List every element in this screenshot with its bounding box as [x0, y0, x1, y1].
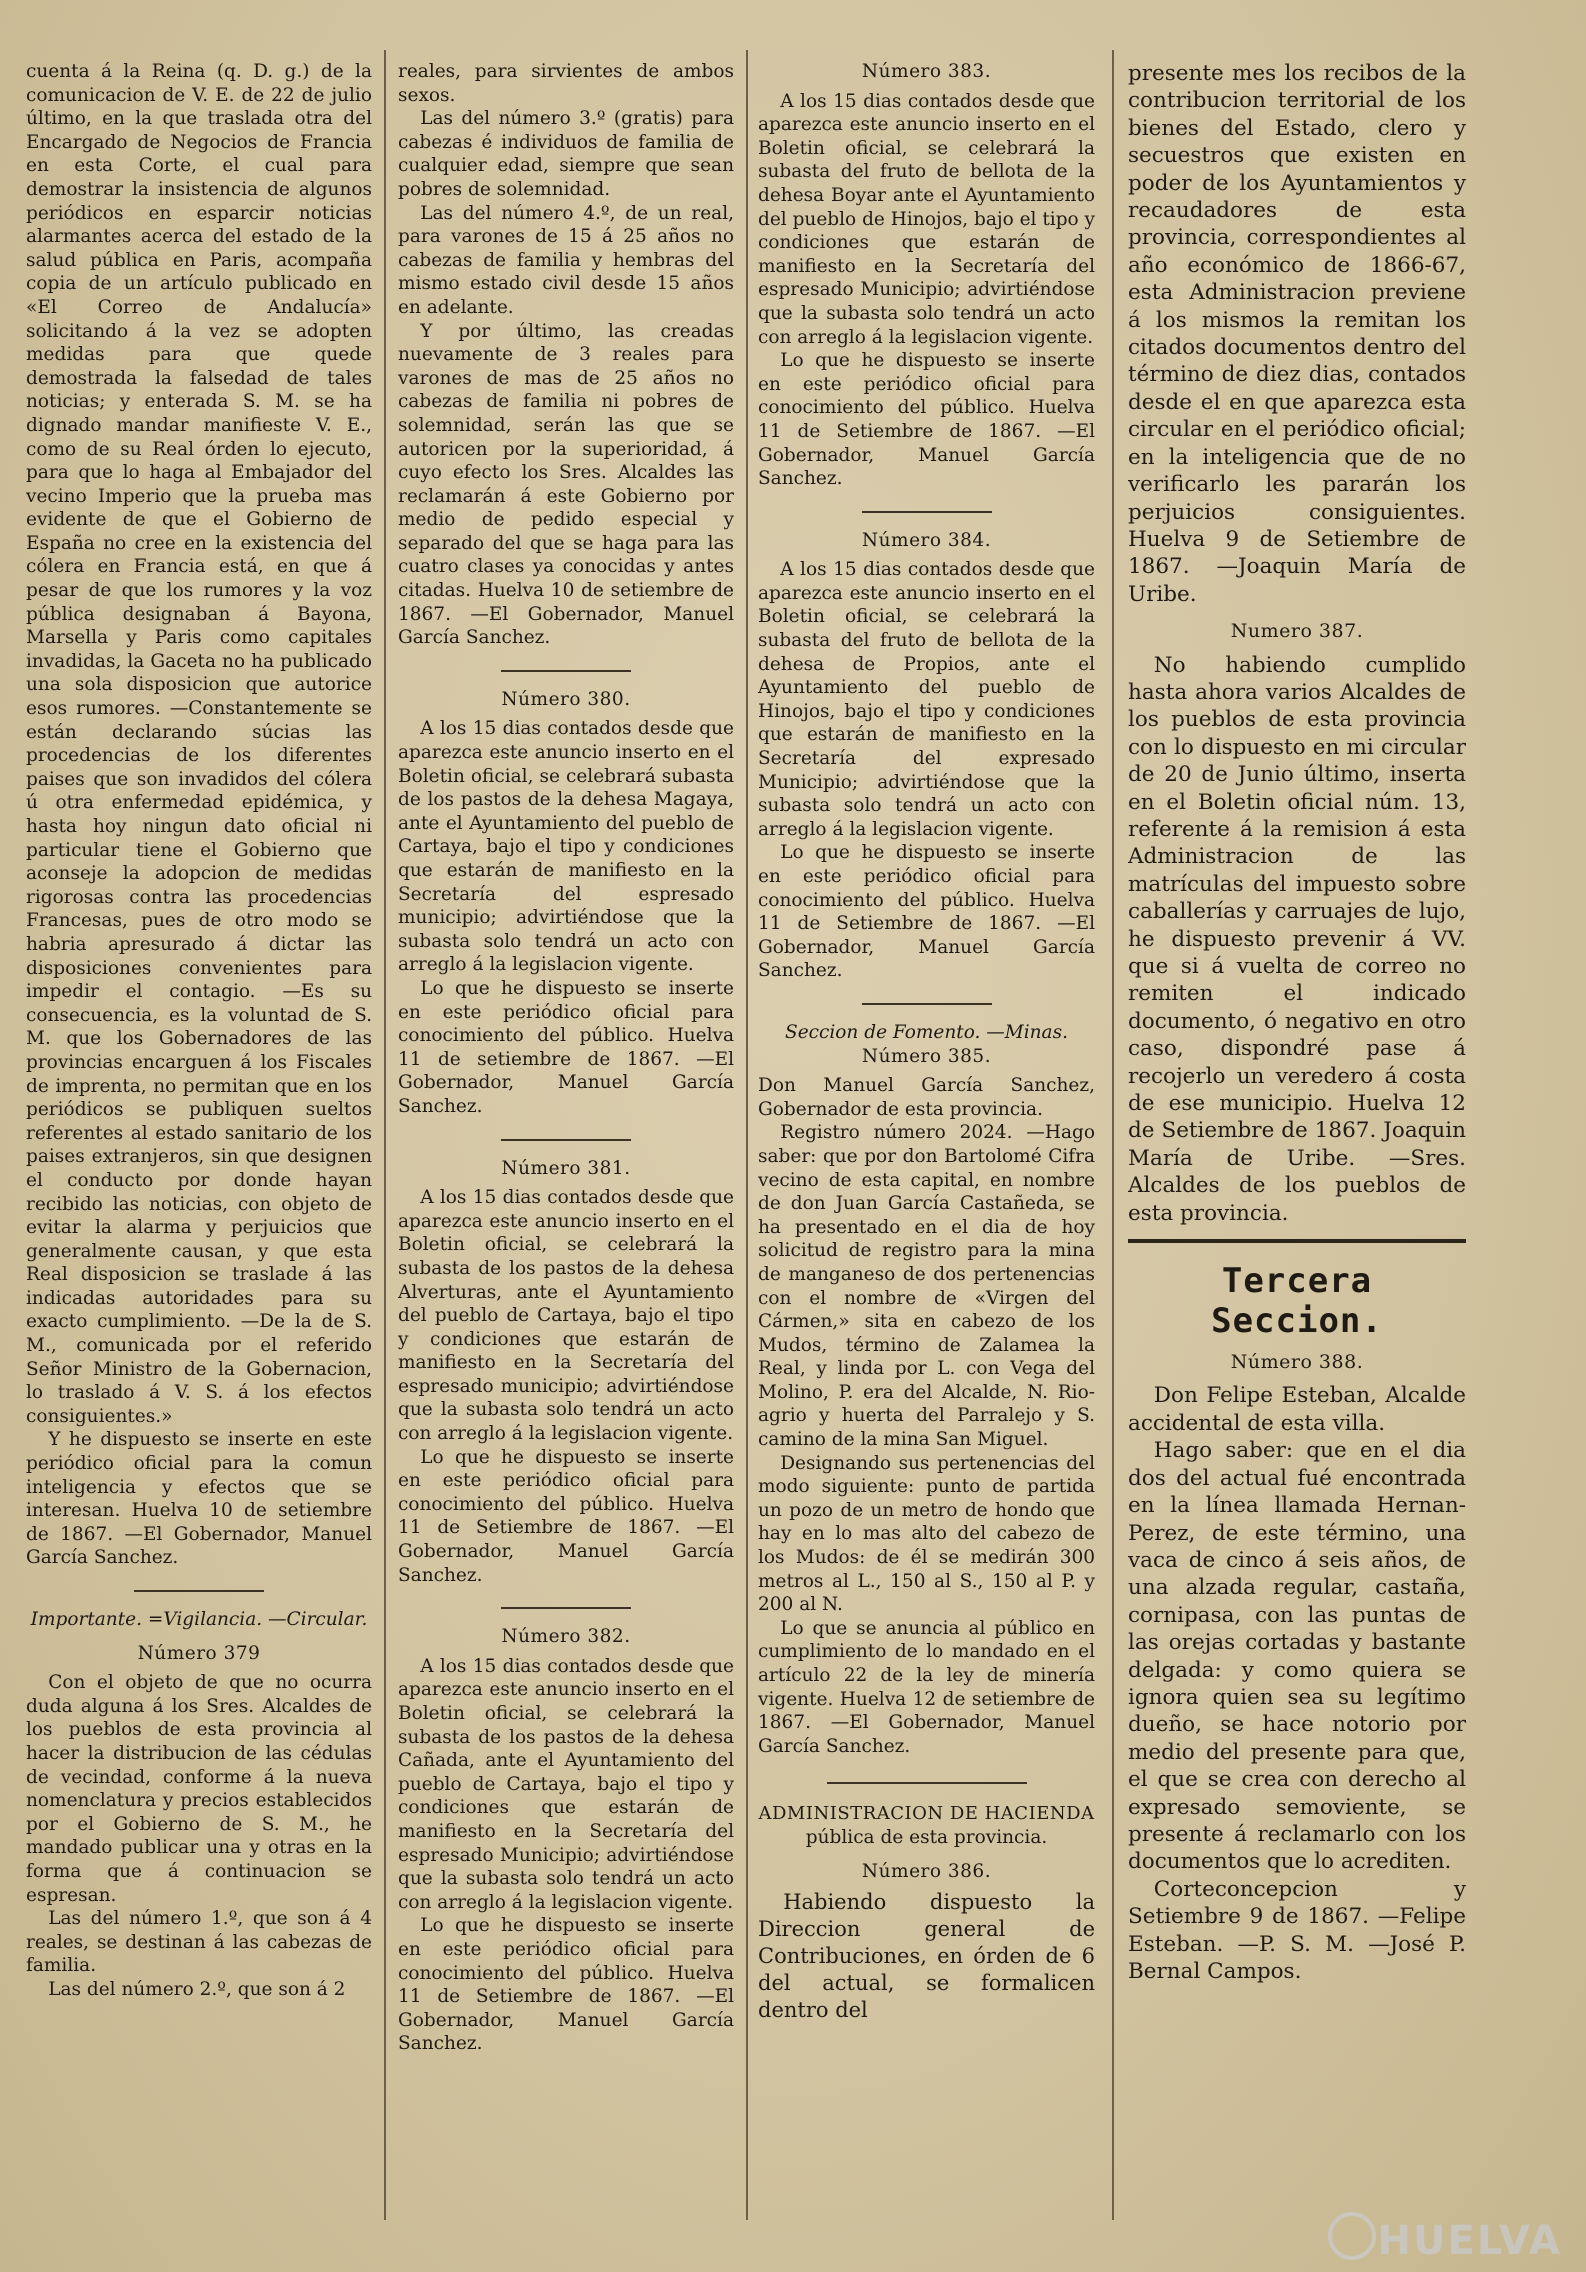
paragraph: Registro número 2024. —Hago saber: que por don Bartolomé Cifra vecino de esta capital, en nombre de don Juan García Castañeda, se ha presentado en el dia de hoy solicitud de registro para la mina de manganeso de dos pertenencias con el nombre de «Virgen del Cármen,» sita en cabezo de los Mudos, término de Zalamea la Real, y linda por L. con Vega del Molino, P. era del Alcalde, N. Rio-agrio y huerta del Parralejo y S. camino de la mina San Miguel. [758, 1122, 1095, 1451]
paragraph: Lo que he dispuesto se inserte en este periódico oficial para conocimiento del público. Huelva 11 de setiembre de 1867. —El Gobernador, Manuel García Sanchez. [398, 977, 734, 1117]
paragraph: Don Manuel García Sanchez, Gobernador de esta provincia. [758, 1075, 1095, 1120]
watermark-logo-icon [1328, 2212, 1376, 2260]
paragraph: A los 15 dias contados desde que aparezca este anuncio inserto en el Boletin oficial, se celebrará la subasta de los pastos de la dehesa Cañada, ante el Ayuntamiento del pueblo de Cartaya, bajo el tipo y condiciones que estarán de manifiesto en la Secretaría del espresado Municipio; advirtiéndose que la subasta solo tendrá un acto con arreglo á la legislacion vigente. [398, 1655, 734, 1913]
notice-number: Numero 387. [1230, 620, 1364, 643]
paragraph: reales, para sirvientes de ambos sexos. [398, 61, 734, 106]
paragraph: Corteconcepcion y Setiembre 9 de 1867. —Felipe Esteban. —P. S. M. —José P. Bernal Campos. [1128, 1876, 1466, 1984]
paragraph: Hago saber: que en el dia dos del actual fué encontrada en la línea llamada Hernan-Perez, de este término, una vaca de cinco á seis años, de una alzada regular, castaña, cornipasa, con las puntas de las orejas cortadas y bastante delgada: y como quiera se ignora quien sea su legítimo dueño, se hace notorio por medio del presente para que, el que se crea con derecho al expresado semoviente, se presente á reclamarlo con los documentos que lo acrediten. [1128, 1438, 1466, 1875]
notice-number: Número 382. [501, 1626, 631, 1648]
separator [862, 511, 992, 513]
separator [501, 670, 631, 672]
paragraph: A los 15 dias contados desde que aparezca este anuncio inserto en el Boletin oficial, se celebrará la subasta del fruto de bellota de la dehesa Boyar ante el Ayuntamiento del pueblo de Hinojos, bajo el tipo y condiciones que estarán de manifiesto en la Secretaría del espresado Municipio; advirtiéndose que la subasta solo tendrá un acto con arreglo á la legislacion vigente. [758, 90, 1095, 348]
paragraph: Las del número 1.º, que son á 4 reales, se destinan á las cabezas de familia. [26, 1908, 372, 1977]
paragraph: Con el objeto de que no ocurra duda alguna á los Sres. Alcaldes de los pueblos de esta provincia al hacer la distribucion de las cédulas de vecindad, conforme á la nueva nomenclatura y precios establecidos por el Gobierno de S. M., he mandado publicar una y otras en la forma que á continuacion se espresan. [26, 1672, 372, 1906]
section-subheading: pública de esta provincia. [805, 1826, 1048, 1848]
paragraph: cuenta á la Reina (q. D. g.) de la comunicacion de V. E. de 22 de julio último, en la que traslada otra del Encargado de Negocios de Francia en esta Corte, el cual para demostrar la insistencia de algunos periódicos en esparcir noticias alarmantes acerca del estado de la salud pública en Paris, acompaña copia de un artículo publicado en «El Correo de Andalucía» solicitando á la vez se adopten medidas para que quede demostrada la falsedad de tales noticias; y enterada S. M. se ha dignado mandar manifieste V. E., como de su Real órden lo ejecuto, para que lo haga al Embajador del vecino Imperio que la prueba mas evidente de que el Gobierno de España no cree en la existencia del cólera en Francia está, en que á pesar de que los rumores y la voz pública designaban á Bayona, Marsella y Paris como capitales invadidas, la Gaceta no ha publicado una sola disposicion que autorice esos rumores. —Constantemente se están declarando súcias las procedencias de los diferentes paises que son invadidos del cólera ú otra enfermedad epidémica, y hasta hoy ningun dato oficial ni particular tiene el Gobierno que aconseje la adopcion de medidas rigorosas contra las procedencias Francesas, pues de otro modo se habria apresurado á dictar las disposiciones convenientes para impedir el contagio. —Es su consecuencia, es la voluntad de S. M. que los Gobernadores de las provincias encarguen á los Fiscales de imprenta, no permitan que en los periódicos se publiquen sueltos referentes al estado sanitario de los paises extranjeros, sin que designen el conducto por donde hayan recibido las noticias, con objeto de evitar la alarma y perjuicios que generalmente causan, y que esta Real disposicion se traslade á las indicadas autoridades para su exacto cumplimiento. —De la de S. M., comunicada por el referido Señor Ministro de la Gobernacion, lo traslado á V. S. á los efectos consiguientes.» [26, 61, 372, 1427]
notice-number: Número 385. [861, 1045, 992, 1067]
notice-number: Número 384. [861, 529, 992, 551]
paragraph: A los 15 dias contados desde que aparezca este anuncio inserto en el Boletin oficial, se celebrará subasta de los pastos de la dehesa Magaya, ante el Ayuntamiento del pueblo de Cartaya, bajo el tipo y condiciones que estarán de manifiesto en la Secretaría del espresado municipio; advirtiéndose que la subasta solo tendrá un acto con arreglo á la legislacion vigente. [398, 718, 734, 976]
notice-number: Número 381. [501, 1157, 631, 1179]
column-1 [26, 60, 372, 2240]
separator [134, 1590, 264, 1592]
paragraph: presente mes los recibos de la contribucion territorial de los bienes del Estado, clero y secuestros que existen en poder de los Ayuntamientos y recaudadores de esta provincia, correspondientes al año económico de 1866-67, esta Administracion previene á los mismos la remitan los citados documentos dentro del término de diez dias, contados desde el en que aparezca esta circular en el periódico oficial; en la inteligencia que de no verificarlo les pararán los perjuicios consiguientes. Huelva 9 de Setiembre de 1867. —Joaquin María de Uribe. [1128, 61, 1466, 607]
separator [827, 1782, 1027, 1784]
paragraph: Lo que he dispuesto se inserte en este periódico oficial para conocimiento del público. Huelva 11 de Setiembre de 1867. —El Gobernador, Manuel García Sanchez. [398, 1446, 734, 1586]
notice-number: Número 380. [501, 688, 631, 710]
paragraph: Designando sus pertenencias del modo siguiente: punto de partida un pozo de un metro de hondo que hay en lo mas alto del cabezo de los Mudos: de él se medirán 300 metros al L., 150 al S., 150 al P. y 200 al N. [758, 1452, 1095, 1616]
notice-number: Número 379 [137, 1642, 261, 1664]
separator [862, 1003, 992, 1005]
section-title: Tercera Seccion. [1211, 1261, 1383, 1342]
column-3 [758, 60, 1095, 2240]
notice-number: Número 388. [1230, 1351, 1364, 1374]
section-heading: Seccion de Fomento. —Minas. [785, 1021, 1068, 1043]
paragraph: Las del número 2.º, que son á 2 [48, 1978, 346, 2000]
paragraph: Las del número 3.º (gratis) para cabezas é individuos de familia de cualquier edad, siempre que sean pobres de solemnidad. [398, 108, 734, 200]
paragraph: Don Felipe Esteban, Alcalde accidental de esta villa. [1128, 1383, 1466, 1436]
separator [501, 1139, 631, 1141]
separator [501, 1607, 631, 1609]
column-2 [398, 60, 734, 2240]
section-heading: ADMINISTRACION DE HACIENDA [758, 1803, 1095, 1825]
paragraph: A los 15 dias contados desde que aparezca este anuncio inserto en el Boletin oficial, se celebrará la subasta del fruto de bellota de la dehesa de Propios, ante el Ayuntamiento del pueblo de Hinojos, bajo el tipo y condiciones que estarán de manifiesto en la Secretaría del expresado Municipio; advirtiéndose que la subasta solo tendrá un acto con arreglo á la legislacion vigente. [758, 559, 1095, 840]
column-rule [746, 50, 748, 2220]
column-rule [384, 50, 386, 2220]
section-heading: Importante. =Vigilancia. —Circular. [30, 1609, 368, 1630]
column-rule [1112, 50, 1114, 2220]
paragraph: A los 15 dias contados desde que aparezca este anuncio inserto en el Boletin oficial, se celebrará la subasta de los pastos de la dehesa Alverturas, ante el Ayuntamiento del pueblo de Cartaya, bajo el tipo y condiciones que estarán de manifiesto en la Secretaría del espresado municipio; advirtiéndose que la subasta solo tendrá un acto con arreglo á la legislacion vigente. [398, 1187, 734, 1445]
notice-number: Número 383. [861, 61, 992, 82]
paragraph: Lo que he dispuesto se inserte en este periódico oficial para conocimiento del público. Huelva 11 de Setiembre de 1867. —El Gobernador, Manuel García Sanchez. [758, 350, 1095, 490]
notice-number: Número 386. [861, 1860, 992, 1882]
paragraph: Y por último, las creadas nuevamente de 3 reales para varones de mas de 25 años no cabezas de familia ni pobres de solemnidad, serán las que se autoricen por la superioridad, á cuyo efecto los Sres. Alcaldes las reclamarán á este Gobierno por medio de pedido especial y separado del que se haga para las cuatro clases ya conocidas y antes citadas. Huelva 10 de setiembre de 1867. —El Gobernador, Manuel García Sanchez. [398, 320, 734, 649]
paragraph: Y he dispuesto se inserte en este periódico oficial para la comun inteligencia y efectos que se interesan. Huelva 10 de setiembre de 1867. —El Gobernador, Manuel García Sanchez. [26, 1429, 372, 1569]
column-4 [1128, 60, 1466, 2240]
paragraph: Lo que he dispuesto se inserte en este periódico oficial para conocimiento del público. Huelva 11 de Setiembre de 1867. —El Gobernador, Manuel García Sanchez. [398, 1915, 734, 2055]
paragraph: Las del número 4.º, de un real, para varones de 15 á 25 años no cabezas de familia y hembras del mismo estado civil desde 15 años en adelante. [398, 202, 734, 318]
watermark: HUELVA [1377, 2218, 1562, 2264]
paragraph: Lo que se anuncia al público en cumplimiento de lo mandado en el artículo 22 de la ley de minería vigente. Huelva 12 de setiembre de 1867. —El Gobernador, Manuel García Sanchez. [758, 1617, 1095, 1757]
paragraph: Habiendo dispuesto la Direccion general de Contribuciones, en órden de 6 del actual, se formalicen dentro del [758, 1890, 1095, 2023]
separator [1128, 1239, 1466, 1243]
paragraph: Lo que he dispuesto se inserte en este periódico oficial para conocimiento del público. Huelva 11 de Setiembre de 1867. —El Gobernador, Manuel García Sanchez. [758, 842, 1095, 982]
paragraph: No habiendo cumplido hasta ahora varios Alcaldes de los pueblos de esta provincia con lo dispuesto en mi circular de 20 de Junio último, inserta en el Boletin oficial núm. 13, referente á la remision á esta Administracion de las matrículas del impuesto sobre caballerías y carruajes de lujo, he dispuesto prevenir á VV. que si á vuelta de correo no remiten el indicado documento, ó negativo en otro caso, dispondré pase á recojerlo un veredero á costa de ese municipio. Huelva 12 de Setiembre de 1867. Joaquin María de Uribe. —Sres. Alcaldes de los pueblos de esta provincia. [1128, 652, 1466, 1226]
